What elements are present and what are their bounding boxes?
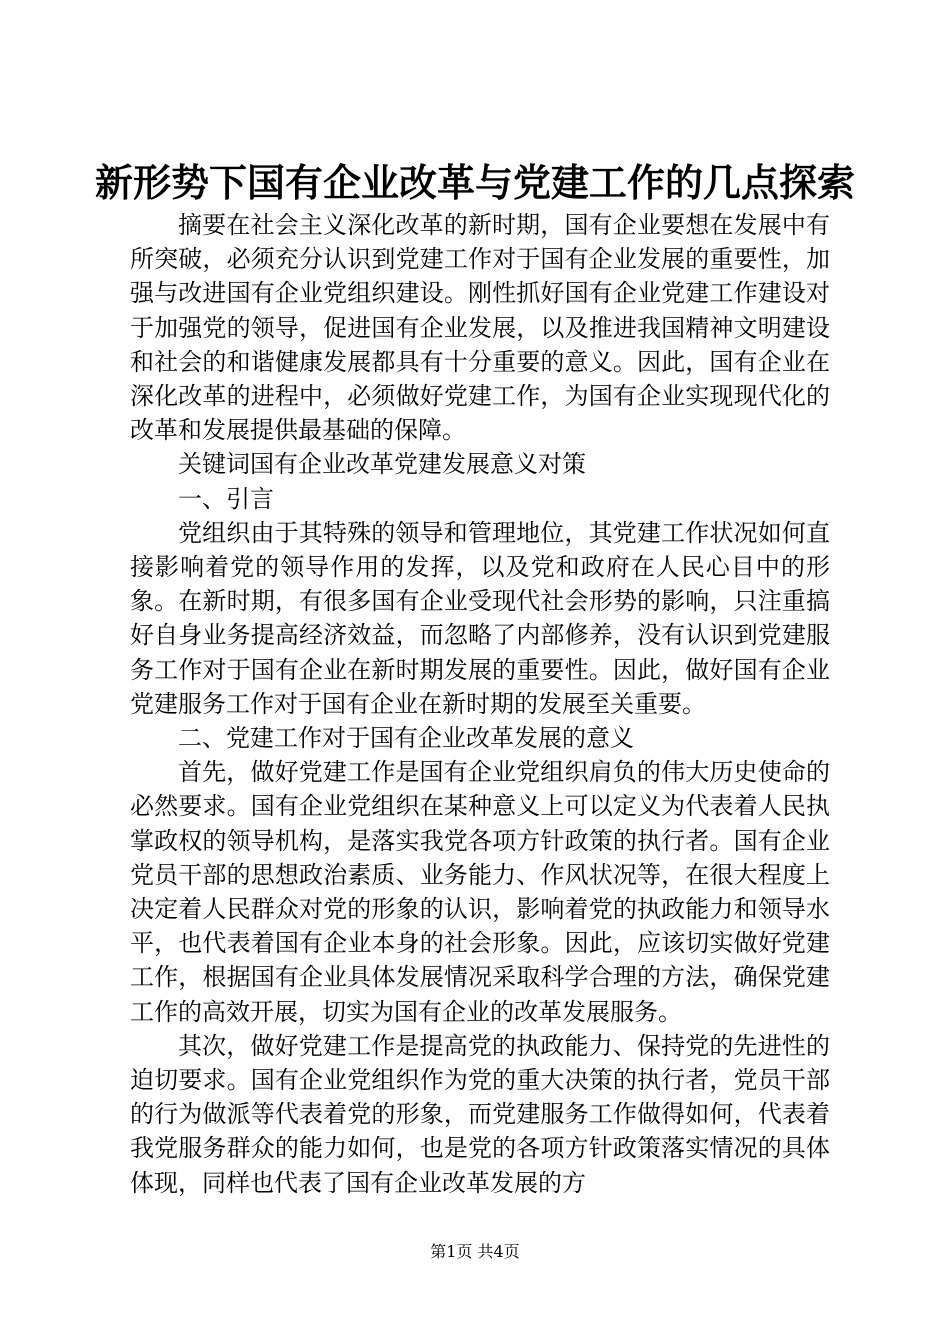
- body-paragraph: 首先，做好党建工作是国有企业党组织肩负的伟大历史使命的必然要求。国有企业党组织在某种意义上可以定义为代表着人民执掌政权的领导机构，是落实我党各项方针政策的执行者。国有企业党员干部的思想政治素质、业务能力、作风状况等，在很大程度上决定着人民群众对党的形象的认识，影响着党的执政能力和领导水平，也代表着国有企业本身的社会形象。因此，应该切实做好党建工作，根据国有企业具体发展情况采取科学合理的方法，确保党建工作的高效开展，切实为国有企业的改革发展服务。: [130, 758, 830, 1026]
- section-heading-significance: 二、党建工作对于国有企业改革发展的意义: [178, 724, 634, 753]
- document-body: [130, 208, 830, 1200]
- body-paragraph: 其次，做好党建工作是提高党的执政能力、保持党的先进性的迫切要求。国有企业党组织作为党的重大决策的执行者，党员干部的行为做派等代表着党的形象，而党建服务工作做得如何，代表着我党服务群众的能力如何，也是党的各项方针政策落实情况的具体体现，同样也代表了国有企业改革发展的方: [130, 1031, 830, 1197]
- introduction-paragraph: 党组织由于其特殊的领导和管理地位，其党建工作状况如何直接影响着党的领导作用的发挥，以及党和政府在人民心目中的形象。在新时期，有很多国有企业受现代社会形势的影响，只注重搞好自身业务提高经济效益，而忽略了内部修养，没有认识到党建服务工作对于国有企业在新时期发展的重要性。因此，做好国有企业党建服务工作对于国有企业在新时期的发展至关重要。: [130, 518, 830, 718]
- section-heading-introduction: 一、引言: [178, 484, 274, 513]
- page-footer: 第1页 共4页: [430, 1242, 520, 1261]
- document-title: 新形势下国有企业改革与党建工作的几点探索: [94, 160, 855, 205]
- abstract-paragraph: 摘要在社会主义深化改革的新时期，国有企业要想在发展中有所突破，必须充分认识到党建工作对于国有企业发展的重要性，加强与改进国有企业党组织建设。刚性抓好国有企业党建工作建设对于加强党的领导，促进国有企业发展，以及推进我国精神文明建设和社会的和谐健康发展都具有十分重要的意义。因此，国有企业在深化改革的进程中，必须做好党建工作，为国有企业实现现代化的改革和发展提供最基础的保障。: [130, 211, 830, 445]
- keywords-paragraph: 关键词国有企业改革党建发展意义对策: [178, 450, 586, 479]
